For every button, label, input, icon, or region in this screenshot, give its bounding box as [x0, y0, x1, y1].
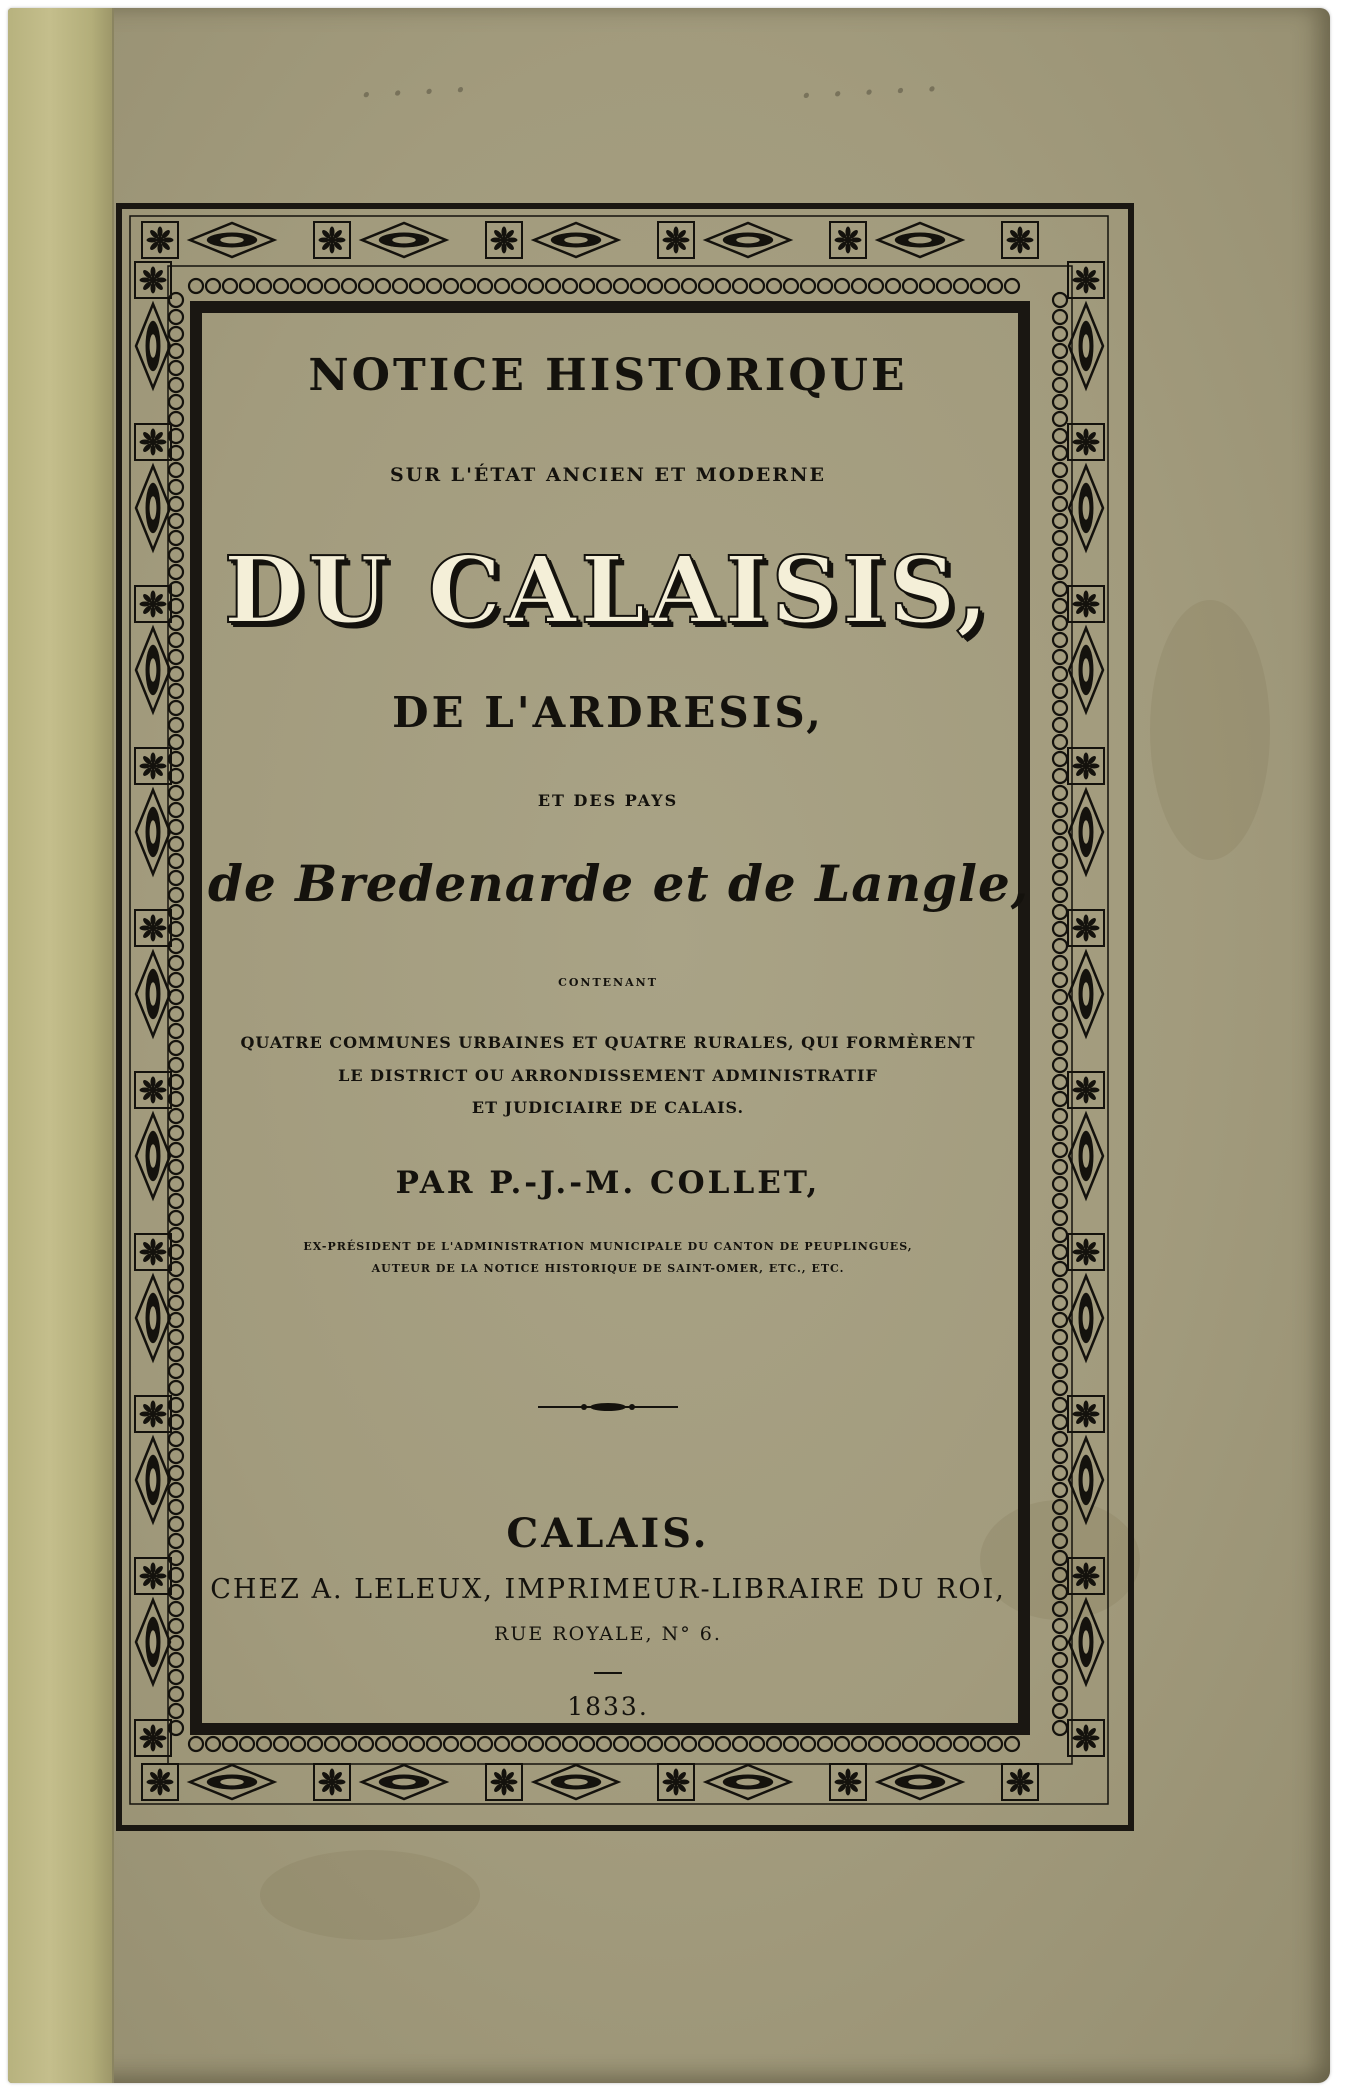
ring-icon	[665, 1737, 679, 1751]
ring-icon	[308, 279, 322, 293]
ring-icon	[478, 279, 492, 293]
ring-icon	[169, 1109, 183, 1123]
ring-icon	[733, 279, 747, 293]
ring-icon	[1053, 1449, 1067, 1463]
ring-icon	[852, 1737, 866, 1751]
ring-icon	[1053, 1517, 1067, 1531]
ring-icon	[1053, 1092, 1067, 1106]
ring-icon	[1053, 1670, 1067, 1684]
ring-icon	[716, 1737, 730, 1751]
ring-icon	[1053, 327, 1067, 341]
ring-icon	[291, 1737, 305, 1751]
ring-icon	[169, 786, 183, 800]
ring-icon	[920, 1737, 934, 1751]
ring-icon	[478, 1737, 492, 1751]
title-notice-historique: NOTICE HISTORIQUE	[308, 350, 908, 401]
divider	[594, 1672, 622, 1674]
ring-icon	[169, 463, 183, 477]
ring-icon	[169, 310, 183, 324]
ring-icon	[206, 279, 220, 293]
ring-icon	[169, 1194, 183, 1208]
ring-icon	[359, 279, 373, 293]
ring-icon	[801, 1737, 815, 1751]
ring-icon	[801, 279, 815, 293]
pencil-annotation: · · · · ·	[798, 66, 943, 120]
ring-icon	[169, 1330, 183, 1344]
ring-icon	[1053, 1024, 1067, 1038]
ring-icon	[169, 395, 183, 409]
ring-icon	[240, 1737, 254, 1751]
ring-icon	[1053, 1551, 1067, 1565]
ring-icon	[546, 279, 560, 293]
ring-icon	[1053, 582, 1067, 596]
ring-icon	[563, 279, 577, 293]
ring-icon	[580, 279, 594, 293]
ring-icon	[325, 1737, 339, 1751]
title-page	[208, 318, 1030, 1721]
ring-icon	[1053, 939, 1067, 953]
ring-icon	[631, 279, 645, 293]
ring-icon	[1053, 1313, 1067, 1327]
imprint-city: CALAIS.	[506, 1510, 710, 1557]
description-line: QUATRE COMMUNES URBAINES ET QUATRE RURALES, QUI FORMÈRENT	[240, 1033, 976, 1052]
ring-icon	[1053, 1143, 1067, 1157]
ring-icon	[563, 1737, 577, 1751]
ring-icon	[169, 1364, 183, 1378]
ring-icon	[699, 1737, 713, 1751]
ring-icon	[169, 650, 183, 664]
ring-icon	[169, 854, 183, 868]
ring-icon	[1053, 1653, 1067, 1667]
ring-icon	[169, 1279, 183, 1293]
ring-icon	[1053, 412, 1067, 426]
ring-icon	[169, 548, 183, 562]
ring-icon	[971, 1737, 985, 1751]
ring-icon	[1053, 701, 1067, 715]
ring-icon	[1053, 1568, 1067, 1582]
ring-icon	[1053, 446, 1067, 460]
ring-icon	[169, 1534, 183, 1548]
ring-icon	[1053, 480, 1067, 494]
description-line: LE DISTRICT OU ARRONDISSEMENT ADMINISTRATIF	[338, 1066, 878, 1085]
ring-icon	[631, 1737, 645, 1751]
ring-icon	[988, 1737, 1002, 1751]
ring-icon	[206, 1737, 220, 1751]
ring-icon	[1053, 1381, 1067, 1395]
ring-icon	[529, 279, 543, 293]
ring-icon	[920, 279, 934, 293]
ring-icon	[1053, 1279, 1067, 1293]
title-ardresis: DE L'ARDRESIS,	[392, 688, 824, 737]
ring-icon	[767, 1737, 781, 1751]
ring-icon	[886, 1737, 900, 1751]
ring-icon	[1053, 973, 1067, 987]
ring-icon	[869, 1737, 883, 1751]
ring-icon	[614, 1737, 628, 1751]
ring-icon	[257, 1737, 271, 1751]
ring-icon	[169, 361, 183, 375]
ring-icon	[1053, 1687, 1067, 1701]
ring-icon	[1053, 905, 1067, 919]
title-et-des-pays: ET DES PAYS	[537, 791, 679, 810]
ring-icon	[750, 1737, 764, 1751]
ring-icon	[1053, 378, 1067, 392]
ring-icon	[597, 279, 611, 293]
ring-icon	[665, 279, 679, 293]
ring-icon	[223, 1737, 237, 1751]
ring-icon	[342, 279, 356, 293]
ring-icon	[169, 1517, 183, 1531]
ring-icon	[169, 1653, 183, 1667]
ring-icon	[1053, 1636, 1067, 1650]
ring-icon	[1053, 463, 1067, 477]
ring-icon	[784, 1737, 798, 1751]
ring-icon	[169, 1500, 183, 1514]
ring-icon	[614, 279, 628, 293]
ring-icon	[1053, 956, 1067, 970]
ring-icon	[648, 1737, 662, 1751]
ring-icon	[274, 279, 288, 293]
ring-icon	[1053, 1007, 1067, 1021]
ring-icon	[716, 279, 730, 293]
ring-icon	[461, 1737, 475, 1751]
ring-icon	[1053, 854, 1067, 868]
imprint-address: RUE ROYALE, N° 6.	[494, 1623, 722, 1645]
ring-icon	[169, 1296, 183, 1310]
ring-icon	[1053, 599, 1067, 613]
title-contenant: CONTENANT	[558, 976, 658, 989]
ring-icon	[495, 279, 509, 293]
author-credentials: AUTEUR DE LA NOTICE HISTORIQUE DE SAINT-OMER, ETC., ETC.	[371, 1262, 845, 1275]
ring-icon	[1053, 786, 1067, 800]
ring-icon	[784, 279, 798, 293]
ring-icon	[1053, 1364, 1067, 1378]
ring-icon	[169, 718, 183, 732]
ring-icon	[169, 1007, 183, 1021]
ring-icon	[818, 1737, 832, 1751]
ring-icon	[169, 412, 183, 426]
ring-icon	[495, 1737, 509, 1751]
ring-icon	[257, 279, 271, 293]
ring-icon	[1053, 922, 1067, 936]
ring-icon	[1053, 650, 1067, 664]
ring-icon	[1053, 1534, 1067, 1548]
ring-icon	[1053, 1602, 1067, 1616]
ring-icon	[1053, 1160, 1067, 1174]
ring-icon	[1053, 395, 1067, 409]
ring-icon	[546, 1737, 560, 1751]
imprint-year: 1833.	[567, 1692, 649, 1721]
ring-icon	[1053, 514, 1067, 528]
ring-icon	[169, 871, 183, 885]
ring-icon	[169, 1704, 183, 1718]
ring-icon	[189, 1737, 203, 1751]
ring-icon	[427, 279, 441, 293]
ring-icon	[1053, 548, 1067, 562]
ring-icon	[169, 1058, 183, 1072]
ring-icon	[169, 803, 183, 817]
ring-icon	[1053, 1704, 1067, 1718]
ring-icon	[169, 990, 183, 1004]
ring-icon	[1053, 616, 1067, 630]
ring-icon	[1053, 837, 1067, 851]
ring-icon	[169, 1160, 183, 1174]
ring-icon	[169, 565, 183, 579]
ring-icon	[1053, 1466, 1067, 1480]
ring-icon	[1053, 1296, 1067, 1310]
ring-icon	[1053, 293, 1067, 307]
ring-icon	[325, 279, 339, 293]
ring-icon	[1053, 429, 1067, 443]
ring-icon	[342, 1737, 356, 1751]
ring-icon	[750, 279, 764, 293]
ring-icon	[1053, 1721, 1067, 1735]
ring-icon	[169, 1449, 183, 1463]
ring-icon	[169, 1347, 183, 1361]
ring-icon	[169, 1687, 183, 1701]
ring-icon	[937, 1737, 951, 1751]
ring-icon	[1053, 1109, 1067, 1123]
ring-icon	[410, 279, 424, 293]
ring-icon	[376, 279, 390, 293]
author-byline: PAR P.-J.-M. COLLET,	[395, 1165, 821, 1201]
ring-icon	[580, 1737, 594, 1751]
ring-icon	[169, 1483, 183, 1497]
ring-icon	[818, 279, 832, 293]
ring-icon	[189, 279, 203, 293]
imprint-publisher: CHEZ A. LELEUX, IMPRIMEUR-LIBRAIRE DU ROI,	[210, 1574, 1006, 1605]
ring-icon	[169, 344, 183, 358]
ring-icon	[169, 1619, 183, 1633]
ring-icon	[1053, 1126, 1067, 1140]
ring-icon	[1053, 803, 1067, 817]
ring-icon	[1053, 718, 1067, 732]
ring-icon	[1053, 871, 1067, 885]
ring-icon	[1053, 344, 1067, 358]
ring-icon	[169, 1041, 183, 1055]
ring-icon	[169, 327, 183, 341]
ring-icon	[529, 1737, 543, 1751]
ring-icon	[869, 279, 883, 293]
ring-icon	[169, 1466, 183, 1480]
ring-icon	[169, 684, 183, 698]
title-bredenarde-langle: de Bredenarde et de Langle,	[208, 854, 1030, 913]
ring-icon	[1053, 735, 1067, 749]
ring-icon	[1053, 1500, 1067, 1514]
subtitle-etat: SUR L'ÉTAT ANCIEN ET MODERNE	[390, 464, 826, 486]
ring-icon	[767, 279, 781, 293]
ring-icon	[291, 279, 305, 293]
ring-icon	[223, 279, 237, 293]
ring-icon	[1053, 1177, 1067, 1191]
ring-icon	[169, 973, 183, 987]
ring-icon	[169, 378, 183, 392]
ring-icon	[1053, 1262, 1067, 1276]
ring-icon	[169, 888, 183, 902]
ring-icon	[1053, 820, 1067, 834]
main-title-calaisis: DU CALAISIS,	[223, 536, 993, 644]
ring-icon	[699, 279, 713, 293]
ring-icon	[835, 1737, 849, 1751]
ring-icon	[1053, 1585, 1067, 1599]
ring-icon	[169, 1602, 183, 1616]
ring-icon	[1053, 684, 1067, 698]
ring-icon	[954, 1737, 968, 1751]
ring-icon	[1053, 565, 1067, 579]
ring-icon	[274, 1737, 288, 1751]
ring-icon	[1053, 1415, 1067, 1429]
ring-icon	[169, 1211, 183, 1225]
ring-icon	[169, 1126, 183, 1140]
ring-icon	[1005, 1737, 1019, 1751]
ring-icon	[393, 279, 407, 293]
ring-icon	[1053, 1398, 1067, 1412]
ring-icon	[169, 1143, 183, 1157]
ring-icon	[393, 1737, 407, 1751]
ring-icon	[169, 293, 183, 307]
ring-icon	[1053, 769, 1067, 783]
ring-icon	[1053, 1347, 1067, 1361]
ring-icon	[886, 279, 900, 293]
ring-icon	[169, 1432, 183, 1446]
ring-icon	[410, 1737, 424, 1751]
ring-icon	[169, 497, 183, 511]
ring-icon	[444, 1737, 458, 1751]
ring-icon	[1005, 279, 1019, 293]
ring-icon	[1053, 1619, 1067, 1633]
ring-icon	[1053, 1211, 1067, 1225]
ring-icon	[427, 1737, 441, 1751]
ring-icon	[169, 1177, 183, 1191]
ring-icon	[1053, 633, 1067, 647]
ring-icon	[1053, 1041, 1067, 1055]
ring-icon	[1053, 1245, 1067, 1259]
ring-icon	[682, 279, 696, 293]
ring-icon	[169, 956, 183, 970]
ring-icon	[376, 1737, 390, 1751]
ring-icon	[461, 279, 475, 293]
ring-icon	[648, 279, 662, 293]
ring-icon	[169, 1636, 183, 1650]
ring-icon	[1053, 990, 1067, 1004]
separator-icon	[538, 1400, 678, 1414]
ring-icon	[1053, 888, 1067, 902]
ring-icon	[169, 633, 183, 647]
ring-icon	[169, 701, 183, 715]
ring-icon	[1053, 1228, 1067, 1242]
ring-icon	[169, 1381, 183, 1395]
ring-icon	[169, 837, 183, 851]
ring-icon	[682, 1737, 696, 1751]
ring-icon	[1053, 310, 1067, 324]
ring-icon	[169, 820, 183, 834]
ring-icon	[169, 735, 183, 749]
ring-icon	[954, 279, 968, 293]
ring-icon	[308, 1737, 322, 1751]
ring-icon	[1053, 531, 1067, 545]
ring-icon	[1053, 667, 1067, 681]
ring-icon	[852, 279, 866, 293]
pencil-annotation: · · · ·	[358, 67, 472, 119]
ring-icon	[512, 1737, 526, 1751]
ring-icon	[169, 531, 183, 545]
ring-icon	[1053, 1058, 1067, 1072]
ring-icon	[1053, 1075, 1067, 1089]
ring-icon	[169, 1024, 183, 1038]
ring-icon	[1053, 497, 1067, 511]
ring-icon	[1053, 1330, 1067, 1344]
ring-icon	[597, 1737, 611, 1751]
ring-icon	[1053, 361, 1067, 375]
ring-icon	[512, 279, 526, 293]
ring-icon	[444, 279, 458, 293]
ring-icon	[169, 514, 183, 528]
ring-icon	[169, 1313, 183, 1327]
ring-icon	[1053, 1432, 1067, 1446]
ring-icon	[359, 1737, 373, 1751]
ring-icon	[169, 667, 183, 681]
ring-icon	[240, 279, 254, 293]
ring-icon	[169, 1670, 183, 1684]
description-line: ET JUDICIAIRE DE CALAIS.	[471, 1098, 745, 1117]
ring-icon	[733, 1737, 747, 1751]
ring-icon	[937, 279, 951, 293]
ring-icon	[903, 279, 917, 293]
ring-icon	[903, 1737, 917, 1751]
ring-icon	[1053, 752, 1067, 766]
ring-icon	[1053, 1194, 1067, 1208]
ring-icon	[988, 279, 1002, 293]
ring-icon	[1053, 1483, 1067, 1497]
ring-icon	[169, 480, 183, 494]
ring-icon	[971, 279, 985, 293]
author-credentials: EX-PRÉSIDENT DE L'ADMINISTRATION MUNICIPALE DU CANTON DE PEUPLINGUES,	[303, 1240, 913, 1253]
ring-icon	[835, 279, 849, 293]
